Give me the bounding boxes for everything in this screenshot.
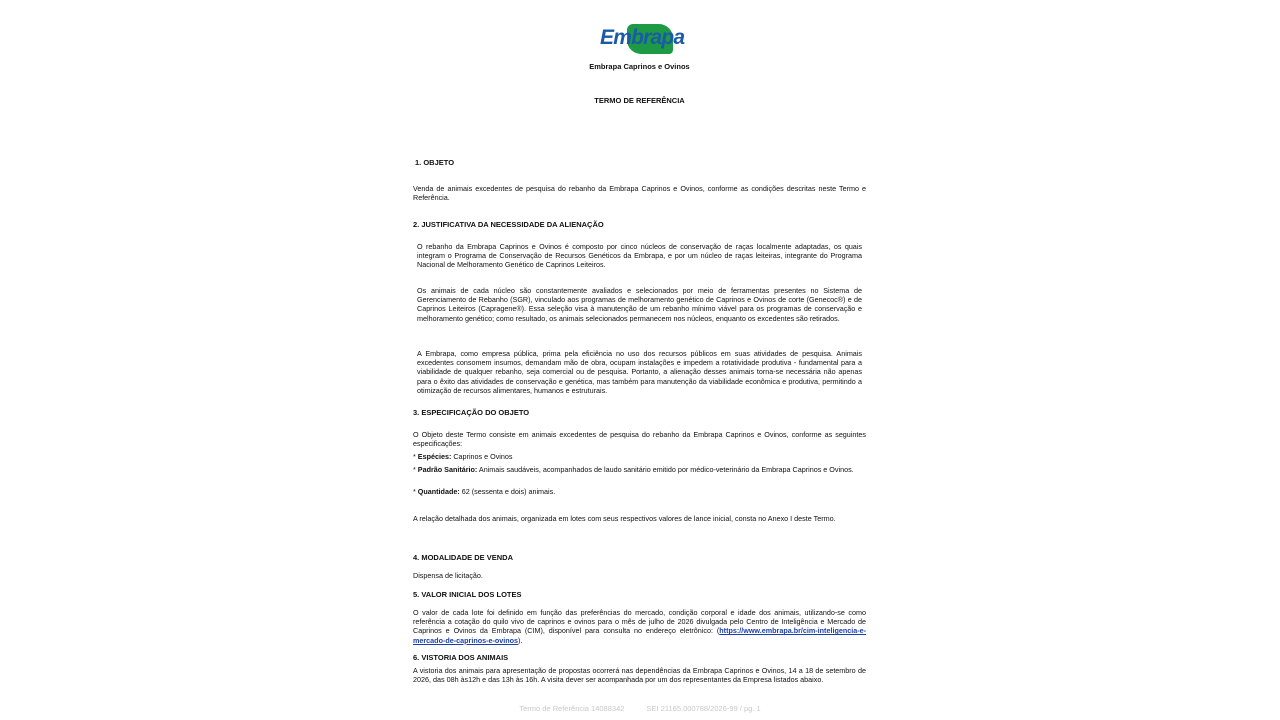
spec-value: Caprinos e Ovinos: [453, 452, 513, 461]
spec-item-quantity: * Quantidade: 62 (sessenta e dois) animais.: [413, 487, 556, 496]
footer-document-id: Termo de Referência 14088342: [519, 704, 625, 713]
spec-item-sanitary: * Padrão Sanitário: Animais saudáveis, acompanhados de laudo sanitário emitido por médico-veterinário da Embrapa Caprinos e Ovinos.: [413, 465, 854, 474]
section-3-heading: 3. ESPECIFICAÇÃO DO OBJETO: [413, 408, 530, 417]
page-footer: [0, 704, 1280, 713]
spec-item-species: * Espécies: Caprinos e Ovinos: [413, 452, 513, 461]
spec-value: 62 (sessenta e dois) animais.: [461, 487, 556, 496]
section-4-text: Dispensa de licitação.: [413, 571, 483, 580]
section-2-paragraph-1: O rebanho da Embrapa Caprinos e Ovinos é composto por cinco núcleos de conservação de raças localmente adaptadas, os quais integram o Programa de Conservação de Recursos Genéticos da Embrapa, e por um núcleo de raças leiteiras, integrante do Programa Nacional de Melhoramento Genético de Caprinos Leiteiros.: [417, 242, 862, 270]
section-6-text: A vistoria dos animais para apresentação de propostas ocorrerá nas dependências da Embrapa Caprinos e Ovinos, 14 a 18 de setembro de 2026, das 08h às12h e das 13h às 16h. A visita dever ser acompanhada por um dos representantes da Empresa listados abaixo.: [413, 666, 866, 685]
section-1-heading: 1. OBJETO: [415, 158, 455, 167]
section-4-heading: 4. MODALIDADE DE VENDA: [413, 553, 514, 562]
section-5-text: [413, 608, 866, 645]
section-2-heading: 2. JUSTIFICATIVA DA NECESSIDADE DA ALIENAÇÃO: [413, 220, 604, 229]
section-5-heading: 5. VALOR INICIAL DOS LOTES: [413, 590, 522, 599]
logo-wordmark: Embrapa: [600, 26, 685, 49]
spec-value: Animais saudáveis, acompanhados de laudo sanitário emitido por médico-veterinário da Embrapa Caprinos e Ovinos.: [478, 465, 854, 474]
embrapa-logo: [600, 22, 685, 54]
spec-label: Padrão Sanitário:: [417, 465, 478, 474]
cim-link[interactable]: https://www.embrapa.br/cim-inteligencia-e-mercado-de-caprinos-e-ovinos: [413, 626, 866, 645]
organization-name: Embrapa Caprinos e Ovinos: [589, 62, 690, 71]
section-3-intro: O Objeto deste Termo consiste em animais excedentes de pesquisa do rebanho da Embrapa Caprinos e Ovinos, conforme as seguintes especificações:: [413, 430, 866, 449]
section-1-text: Venda de animais excedentes de pesquisa do rebanho da Embrapa Caprinos e Ovinos, conforme as condições descritas neste Termo e Referência.: [413, 184, 866, 203]
section-3-note: A relação detalhada dos animais, organizada em lotes com seus respectivos valores de lance inicial, consta no Anexo I deste Termo.: [413, 514, 836, 523]
spec-label: Quantidade:: [417, 487, 460, 496]
document-title: TERMO DE REFERÊNCIA: [594, 96, 685, 105]
footer-process-page: SEI 21165.000788/2026-99 / pg. 1: [646, 704, 761, 713]
section-5-body: O valor de cada lote foi definido em função das preferências do mercado, condição corporal e idade dos animais, utilizando-se como referência a cotação do quilo vivo de caprinos e ovinos para o mês de julho de 2026 divulgada pelo Centro de Inteligência e Mercado de Caprinos e Ovinos da Embrapa (CIM), disponível para consulta no endereço eletrônico: (: [413, 608, 866, 636]
section-6-heading: 6. VISTORIA DOS ANIMAIS: [413, 653, 509, 662]
section-2-paragraph-3: A Embrapa, como empresa pública, prima pela eficiência no uso dos recursos públicos em suas atividades de pesquisa. Animais excedentes consomem insumos, demandam mão de obra, ocupam instalações e impedem a rotatividade produtiva - fundamental para a viabilidade de qualquer rebanho, seja comercial ou de pesquisa. Portanto, a alienação desses animais torna-se necessária não apenas para o êxito das atividades de conservação e genética, mas também para manutenção da viabilidade econômica e produtiva, permitindo a otimização de recursos alimentares, humanos e estruturais.: [417, 349, 862, 395]
spec-label: Espécies:: [417, 452, 452, 461]
section-2-paragraph-2: Os animais de cada núcleo são constantemente avaliados e selecionados por meio de ferramentas presentes no Sistema de Gerenciamento de Rebanho (SGR), vinculado aos programas de melhoramento genético de Caprinos e Ovinos de corte (Genecoc®) e de Caprinos Leiteiros (Capragene®). Essa seleção visa à manutenção de um rebanho mínimo viável para os programas de conservação e melhoramento genético; como resultado, os animais selecionados permanecem nos núcleos, enquanto os excedentes são retirados.: [417, 286, 862, 323]
section-5-tail: ).: [518, 635, 523, 645]
